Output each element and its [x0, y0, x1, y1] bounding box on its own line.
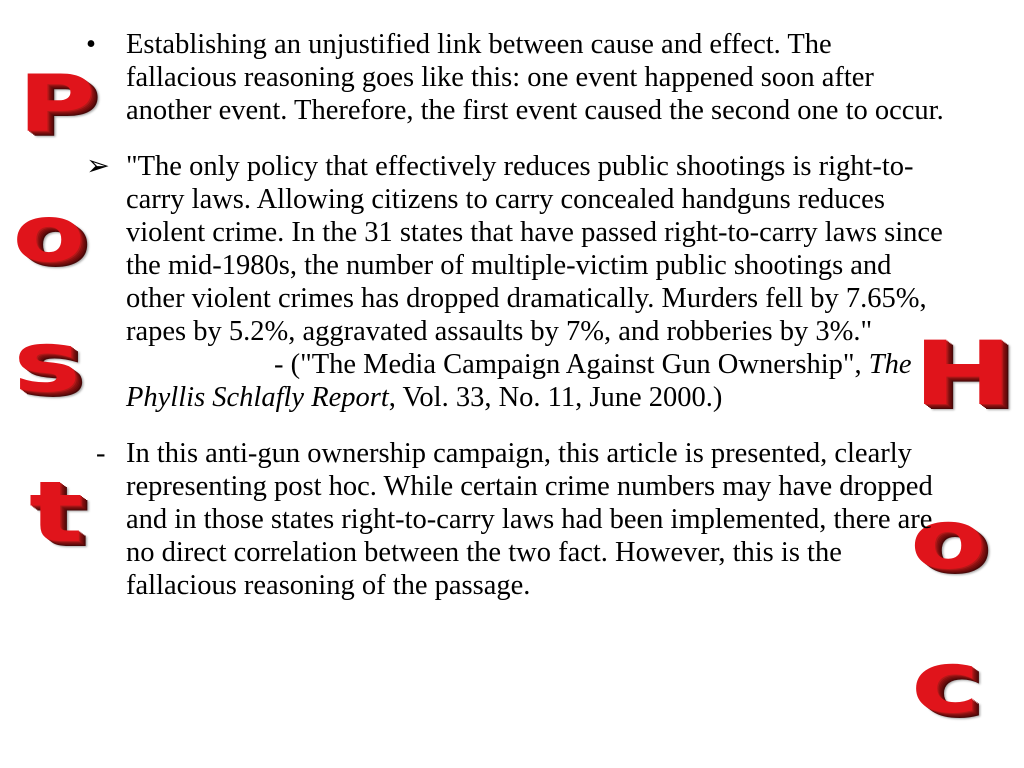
wordart-letter-o-2: o: [910, 493, 987, 588]
source-suffix: , Vol. 33, No. 11, June 2000.): [388, 382, 723, 413]
wordart-letter-t: t: [28, 463, 84, 561]
dash-marker: -: [96, 438, 106, 469]
wordart-letter-p: P: [17, 60, 96, 150]
analysis-paragraph: [78, 437, 948, 602]
definition-text: Establishing an unjustified link between cause and effect. The fallacious reasoning goes like this: one event happened soon after another event. Therefore, the first event caused the second one to occur.: [126, 29, 944, 126]
bullet-icon: •: [86, 29, 96, 60]
source-title: The Phyllis Schlafly Report: [126, 349, 912, 413]
source-prefix: - ("The Media Campaign Against Gun Ownership",: [274, 349, 869, 380]
example-quote: "The only policy that effectively reduces public shootings is right-to-carry laws. Allowing citizens to carry concealed handguns reduces violent crime. In the 31 states that have passed right-to-carry laws since the mid-1980s, the number of multiple-victim public shootings and other violent crimes has dropped dramatically. Murders fell by 7.65%, rapes by 5.2%, aggravated assaults by 7%, and robberies by 3%.": [126, 151, 943, 347]
wordart-letter-o: o: [12, 190, 85, 280]
wordart-letter-h: H: [913, 322, 1013, 425]
example-paragraph: [78, 150, 948, 414]
analysis-text: In this anti-gun ownership campaign, this article is presented, clearly representing post hoc. While certain crime numbers may have dropped and in those states right-to-carry laws had been implemented, there are no direct correlation between the two fact. However, this is the fallacious reasoning of the passage.: [126, 438, 933, 601]
wordart-letter-s: s: [13, 313, 81, 411]
wordart-letter-c: c: [911, 633, 980, 733]
arrow-bullet-icon: ➢: [86, 151, 110, 182]
slide-body: [78, 28, 948, 602]
definition-paragraph: [78, 28, 948, 127]
